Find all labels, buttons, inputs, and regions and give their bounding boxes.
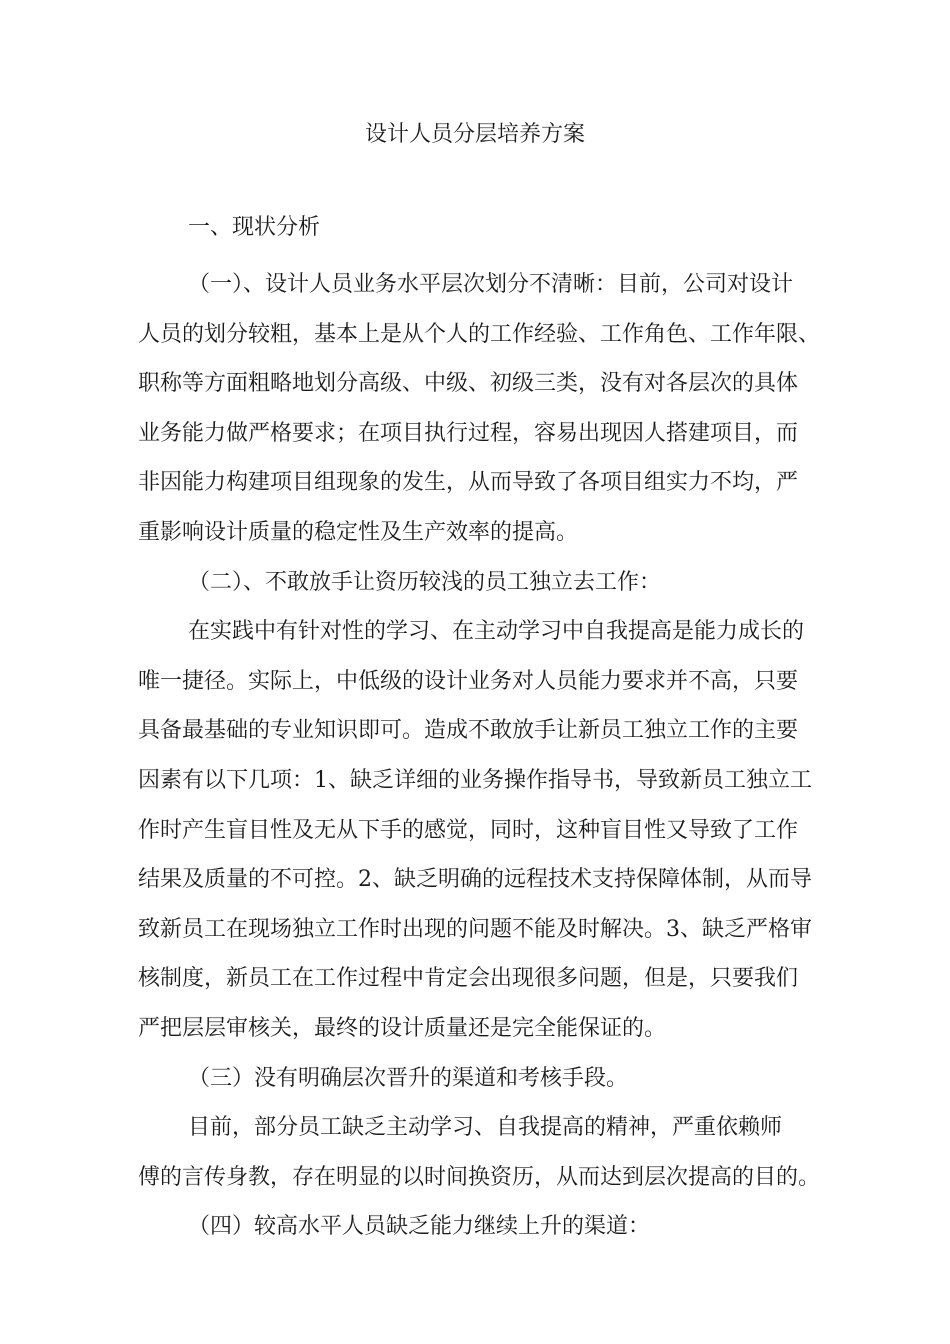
paragraph-line: 人员的划分较粗，基本上是从个人的工作经验、工作角色、工作年限、 — [138, 321, 821, 347]
section-heading-status-analysis: 一、现状分析 — [188, 215, 321, 240]
subheading-2: （二）、不敢放手让资历较浅的员工独立去工作： — [188, 569, 662, 595]
paragraph-line: 因素有以下几项：1、缺乏详细的业务操作指导书，导致新员工独立工 — [138, 767, 812, 793]
paragraph-1 — [138, 260, 828, 558]
paragraph-line: 具备最基础的专业知识即可。造成不敢放手让新员工独立工作的主要 — [138, 718, 799, 744]
paragraph-line: 结果及质量的不可控。2、缺乏明确的远程技术支持保障体制，从而导 — [138, 867, 812, 893]
paragraph-line: 核制度，新员工在工作过程中肯定会出现很多问题，但是，只要我们 — [138, 966, 799, 992]
document-title: 设计人员分层培养方案 — [364, 122, 585, 147]
paragraph-line: 业务能力做严格要求；在项目执行过程，容易出现因人搭建项目，而 — [138, 420, 799, 446]
paragraph-line: 严把层层审核关，最终的设计质量还是完全能保证的。 — [138, 1015, 667, 1041]
paragraph-line: 唯一捷径。实际上，中低级的设计业务对人员能力要求并不高，只要 — [138, 668, 799, 694]
paragraph-line: 在实践中有针对性的学习、在主动学习中自我提高是能力成长的 — [188, 619, 805, 645]
paragraph-line: 职称等方面粗略地划分高级、中级、初级三类，没有对各层次的具体 — [138, 371, 799, 397]
paragraph-line: 非因能力构建项目组现象的发生，从而导致了各项目组实力不均，严 — [138, 470, 799, 496]
paragraph-line: 目前，部分员工缺乏主动学习、自我提高的精神，严重依赖师 — [188, 1115, 783, 1141]
subheading-3: （三）没有明确层次晋升的渠道和考核手段。 — [188, 1065, 629, 1091]
paragraph-line: 致新员工在现场独立工作时出现的问题不能及时解决。3、缺乏严格审 — [138, 916, 812, 942]
subheading-4: （四）较高水平人员缺乏能力继续上升的渠道： — [188, 1214, 651, 1240]
paragraph-line: （一）、设计人员业务水平层次划分不清晰：目前，公司对设计 — [188, 272, 794, 297]
paragraph-2 — [138, 607, 828, 1053]
paragraph-line: 作时产生盲目性及无从下手的感觉，同时，这种盲目性又导致了工作 — [138, 817, 799, 843]
paragraph-line: 傅的言传身教，存在明显的以时间换资历，从而达到层次提高的目的。 — [138, 1164, 821, 1190]
document-body — [138, 260, 828, 1252]
paragraph-line: 重影响设计质量的稳定性及生产效率的提高。 — [138, 519, 579, 545]
paragraph-3 — [138, 1103, 828, 1202]
